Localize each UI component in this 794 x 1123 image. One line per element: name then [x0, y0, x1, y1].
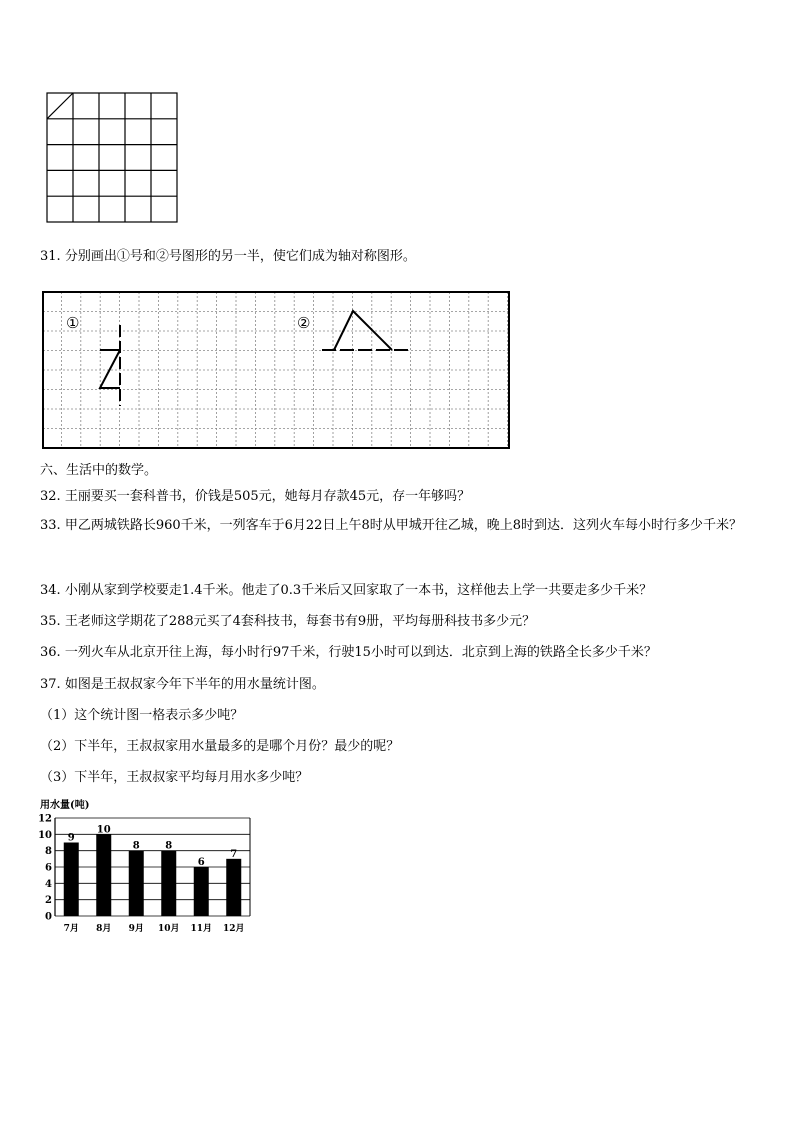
x-tick-label: 10月 [157, 924, 180, 934]
x-tick-label: 12月 [222, 924, 245, 934]
y-tick-label: 4 [45, 878, 52, 890]
question-number: 37. [40, 677, 61, 692]
question-37-sub-3: （3）下半年，王叔叔家平均每月用水多少吨？ [40, 770, 309, 785]
question-number: 36. [40, 645, 61, 660]
bar-value-label: 7 [230, 848, 238, 860]
question-text: 小刚从家到学校要走1.4千米。他走了0.3千米后又回家取了一本书，这样他去上学一共要走多少千米？ [64, 583, 653, 598]
question-37 [40, 676, 325, 694]
bar-value-label: 10 [96, 824, 111, 836]
bar-value-label: 6 [197, 857, 205, 868]
x-tick-label: 11月 [190, 924, 213, 934]
section-6-title: 六、生活中的数学。 [40, 463, 158, 478]
question-number: 31. [40, 249, 61, 264]
chart-ylabel: 用水量(吨) [40, 800, 90, 811]
question-35 [40, 613, 535, 631]
question-number: 34. [40, 583, 61, 598]
y-tick-label: 0 [45, 911, 52, 923]
y-tick-label: 6 [45, 862, 52, 874]
bar-10月 [161, 851, 176, 916]
x-tick-label: 9月 [128, 924, 144, 934]
question-text: 王丽要买一套科普书，价钱是505元，她每月存款45元，存一年够吗？ [64, 489, 471, 504]
question-number: 35. [40, 614, 61, 629]
question-text: 如图是王叔叔家今年下半年的用水量统计图。 [64, 677, 325, 692]
y-tick-label: 2 [45, 895, 52, 907]
bar-12月 [226, 859, 241, 916]
top-square-grid [46, 92, 180, 224]
bar-9月 [129, 851, 144, 916]
figure-2 [322, 311, 412, 350]
symmetry-grid [42, 291, 512, 451]
figure-2-label: ② [297, 314, 311, 332]
bar-11月 [194, 867, 209, 916]
question-32 [40, 488, 470, 506]
question-37-sub-2: （2）下半年，王叔叔家用水量最多的是哪个月份？最少的呢？ [40, 739, 400, 754]
question-31 [40, 248, 416, 266]
bar-value-label: 9 [67, 832, 75, 844]
figure-1 [100, 325, 120, 406]
question-34 [40, 582, 652, 600]
question-37-sub-1: （1）这个统计图一格表示多少吨？ [40, 708, 244, 723]
bar-7月 [64, 843, 79, 917]
question-text: 甲乙两城铁路长960千米，一列客车于6月22日上午8时从甲城开往乙城，晚上8时到达．这列火车每小时行多少千米？ [64, 518, 742, 533]
water-usage-chart [30, 796, 270, 941]
bar-value-label: 8 [132, 840, 140, 852]
diagonal-line [47, 93, 73, 119]
question-text: 分别画出①号和②号图形的另一半，使它们成为轴对称图形。 [64, 249, 416, 264]
y-tick-label: 8 [45, 846, 52, 858]
question-33 [40, 513, 760, 539]
y-tick-label: 10 [38, 829, 52, 841]
bar-value-label: 8 [165, 840, 173, 852]
y-tick-label: 12 [38, 813, 52, 825]
question-text: 一列火车从北京开往上海，每小时行97千米，行驶15小时可以到达．北京到上海的铁路全长多少千米？ [64, 645, 657, 660]
question-number: 33. [40, 518, 61, 533]
question-number: 32. [40, 489, 61, 504]
x-tick-label: 7月 [63, 924, 79, 934]
question-text: 王老师这学期花了288元买了4套科技书，每套书有9册，平均每册科技书多少元？ [64, 614, 536, 629]
x-tick-label: 8月 [96, 924, 112, 934]
question-36 [40, 644, 657, 662]
bar-8月 [96, 834, 111, 916]
figure-1-label: ① [66, 314, 80, 332]
